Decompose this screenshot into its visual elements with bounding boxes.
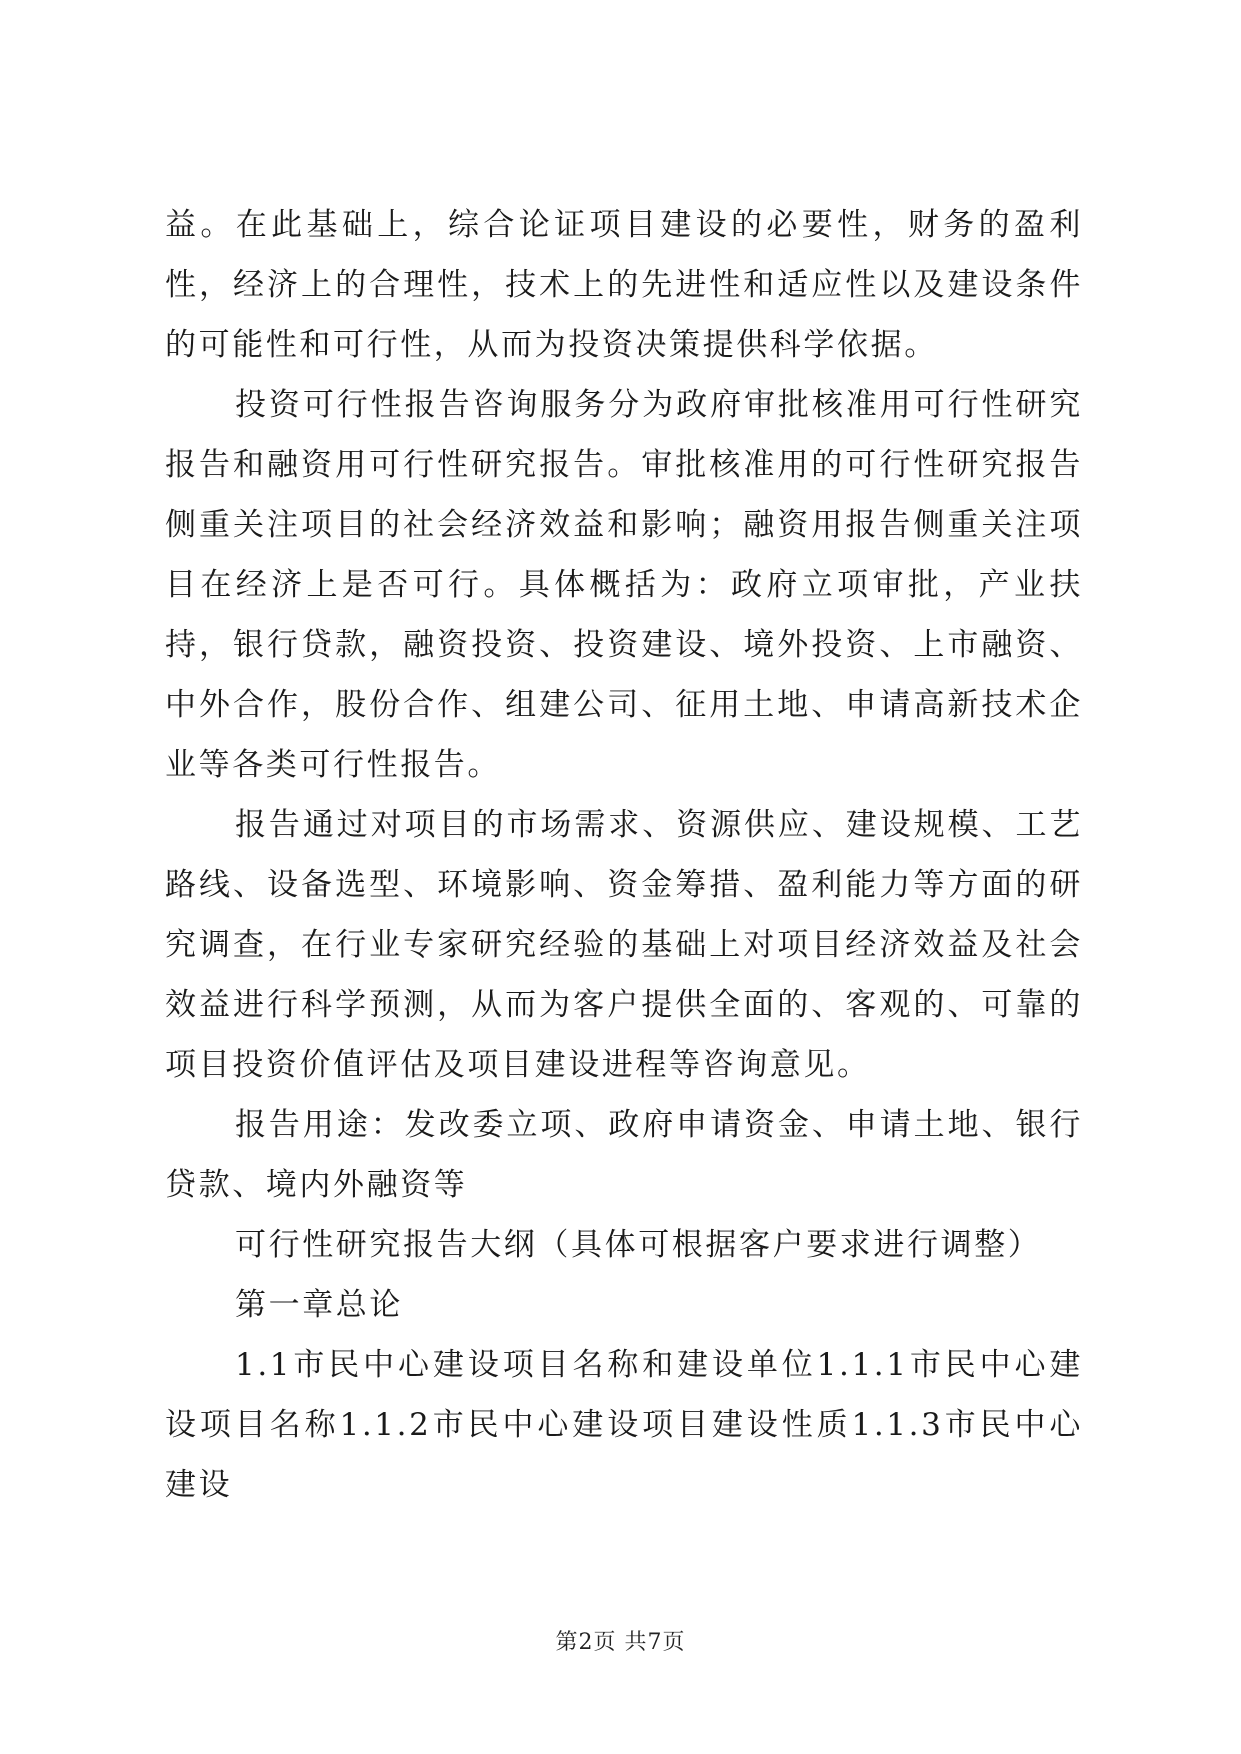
page-footer: 第2页 共7页 [555, 1630, 686, 1655]
paragraph-report-usage: 报告用途：发改委立项、政府申请资金、申请土地、银行贷款、境内外融资等 [165, 1107, 1083, 1203]
paragraph-continuation: 益。在此基础上，综合论证项目建设的必要性，财务的盈利性，经济上的合理性，技术上的先进性和适应性以及建设条件的可能性和可行性，从而为投资决策提供科学依据。 [165, 207, 1083, 363]
paragraph-outline-title: 可行性研究报告大纲（具体可根据客户要求进行调整） [235, 1227, 1042, 1263]
chapter-heading: 第一章总论 [235, 1287, 403, 1323]
paragraph-consulting-services: 投资可行性报告咨询服务分为政府审批核准用可行性研究报告和融资用可行性研究报告。审批核准用的可行性研究报告侧重关注项目的社会经济效益和影响；融资用报告侧重关注项目在经济上是否可行。具体概括为：政府立项审批，产业扶持，银行贷款，融资投资、投资建设、境外投资、上市融资、中外合作，股份合作、组建公司、征用土地、申请高新技术企业等各类可行性报告。 [165, 387, 1083, 783]
document-body [165, 195, 1083, 1515]
paragraph-report-research: 报告通过对项目的市场需求、资源供应、建设规模、工艺路线、设备选型、环境影响、资金筹措、盈利能力等方面的研究调查，在行业专家研究经验的基础上对项目经济效益及社会效益进行科学预测，从而为客户提供全面的、客观的、可靠的项目投资价值评估及项目建设进程等咨询意见。 [165, 807, 1083, 1083]
paragraph-section-1-1: 1.1市民中心建设项目名称和建设单位1.1.1市民中心建设项目名称1.1.2市民中心建设项目建设性质1.1.3市民中心建设 [165, 1347, 1083, 1503]
